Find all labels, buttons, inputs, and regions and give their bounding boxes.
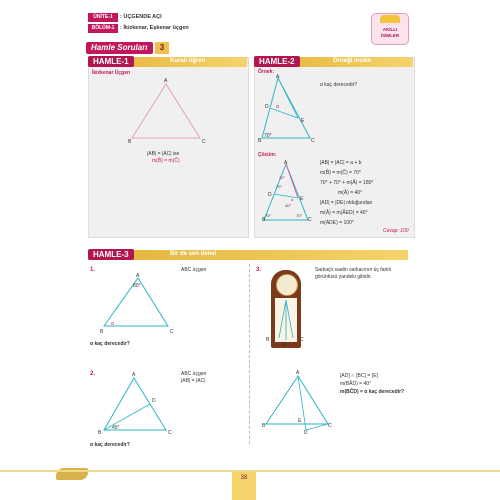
h2-sol-angle-1: 40° — [279, 175, 286, 180]
hamle3-title: Bir de sen dene! — [170, 251, 217, 257]
h2-fig-d: D — [265, 104, 269, 110]
h2-sol-angle-4: 70° — [296, 213, 303, 218]
q4-line-1: [AD] ∩ [BC] = {E} — [340, 373, 379, 379]
unit-value: : ÜÇGENDE AÇI — [120, 14, 162, 20]
h2-fig-a: A — [276, 74, 280, 80]
q1-angle: 80° — [133, 283, 141, 289]
q2-a: A — [132, 372, 136, 378]
q3-c: C — [300, 337, 304, 343]
h2-sol-angle-2: 70° — [276, 184, 283, 189]
sol-line-1: |AB| = |AC| = a + b — [320, 160, 362, 166]
hamle1-title: Kuralı öğren — [170, 58, 206, 64]
hamle-sorulari-label: Hamle Soruları — [91, 43, 148, 52]
q1-b: B — [100, 329, 104, 335]
section-label: BÖLÜM-1 — [88, 24, 118, 33]
q4-a: A — [296, 370, 300, 376]
q2-angle: 45° — [112, 425, 120, 431]
h2-sol-e: E — [300, 196, 304, 202]
q4-b: B — [262, 423, 266, 429]
q2-c: C — [168, 430, 172, 436]
h2-sol-a: A — [284, 160, 288, 166]
h2-sol-d: D — [268, 192, 272, 198]
h2-fig-b: B — [258, 138, 262, 144]
hamle1-subtitle: İkizkenar Üçgen — [92, 70, 131, 76]
h2-sol-angle-5: α — [291, 197, 294, 202]
q1-question: α kaç derecedir? — [90, 341, 130, 347]
sol-line-7: m(ADE) = 100° — [320, 220, 354, 226]
section-value: : İkizkenar, Eşkenar üçgen — [120, 25, 189, 31]
h2-sol-angle-6: 40° — [285, 203, 292, 208]
sol-line-3: 70° + 70° + m(Â) = 180° — [320, 180, 374, 186]
badge-text: AKILLI İSİMLER — [380, 27, 400, 38]
q4-c: C — [328, 423, 332, 429]
hamle2-tag: HAMLE-2 — [254, 56, 300, 67]
lamp-icon — [380, 15, 400, 23]
q1-text: ABC üçgen — [181, 267, 207, 273]
q2-question: α kaç derecedir? — [90, 442, 130, 448]
q4-e: E — [298, 418, 302, 424]
q4-line-2: m(BÂD) = 40° — [340, 381, 372, 387]
h2-fig-c: C — [311, 138, 315, 144]
q3-text-1: Sarkaçlı saatin sarkacının üç farklı — [315, 267, 392, 273]
h2-question: α kaç derecedir? — [320, 82, 358, 88]
h2-angle-70: 70° — [264, 133, 272, 139]
q2-number: 2. — [90, 371, 96, 377]
unit-row — [88, 13, 248, 22]
q4-line-3: m(BĈD) = α kaç derecedir? — [340, 389, 405, 395]
q2-d: D — [152, 398, 156, 404]
q4-d: D — [304, 430, 308, 436]
sol-line-2: m(B̂) = m(Ĉ) = 70° — [320, 170, 361, 176]
hamle-sorulari-bar — [86, 42, 153, 54]
q2-text-2: |AB| = |AC| — [181, 378, 206, 384]
answer: Cevap: 100 — [383, 228, 409, 234]
solution-label: Çözüm: — [258, 152, 277, 158]
q1-alpha: α — [111, 321, 114, 327]
h1-point-b: B — [128, 139, 132, 145]
hamle-number: 3 — [155, 42, 169, 54]
isosceles-triangle — [120, 78, 220, 148]
q1-a: A — [136, 273, 140, 279]
solution-steps — [320, 160, 410, 230]
example-label: Örnek: — [258, 69, 275, 75]
page-number-box — [232, 472, 256, 500]
hamle3-bar — [88, 250, 408, 260]
sol-line-5: |AD| = |DE| olduğundan — [320, 200, 373, 206]
column-divider — [249, 264, 250, 444]
h2-angle-alpha: α — [276, 104, 279, 110]
q1-c: C — [170, 329, 174, 335]
h1-rule-line1: |AB| = |AC| ise — [147, 151, 180, 157]
h1-rule-line2: m(B̂) = m(Ĉ) — [152, 158, 180, 164]
h2-sol-b: B — [262, 217, 266, 223]
q2-text-1: ABC üçgen — [181, 371, 207, 377]
q3-number: 3. — [256, 267, 262, 273]
q3-b: B — [266, 337, 270, 343]
q3-text-2: görüntüsü yandeki gibidir. — [315, 274, 372, 280]
hamle2-title: Örneği incele — [333, 58, 372, 64]
hamle3-tag: HAMLE-3 — [88, 249, 134, 260]
h2-fig-e: E — [301, 118, 305, 124]
q2-b: B — [98, 430, 102, 436]
sol-line-6: m(Â) = m(ÂED) = 40° — [320, 210, 368, 216]
h1-point-c: C — [202, 139, 206, 145]
q1-number: 1. — [90, 267, 96, 273]
akilli-badge — [371, 13, 409, 45]
h1-point-a: A — [164, 78, 168, 84]
page-number: 38 — [240, 475, 248, 481]
sol-line-4: m(Â) = 40° — [338, 190, 363, 196]
h2-sol-angle-3: 70° — [265, 213, 272, 218]
q4-text — [340, 373, 410, 395]
q3-a: A — [283, 342, 287, 348]
clock-face — [276, 274, 298, 296]
section-row — [88, 24, 268, 33]
h2-sol-c: C — [308, 217, 312, 223]
hamle1-tag: HAMLE-1 — [88, 56, 134, 67]
unit-label: ÜNİTE-1 — [88, 13, 118, 22]
pendulum-lines — [275, 298, 297, 344]
